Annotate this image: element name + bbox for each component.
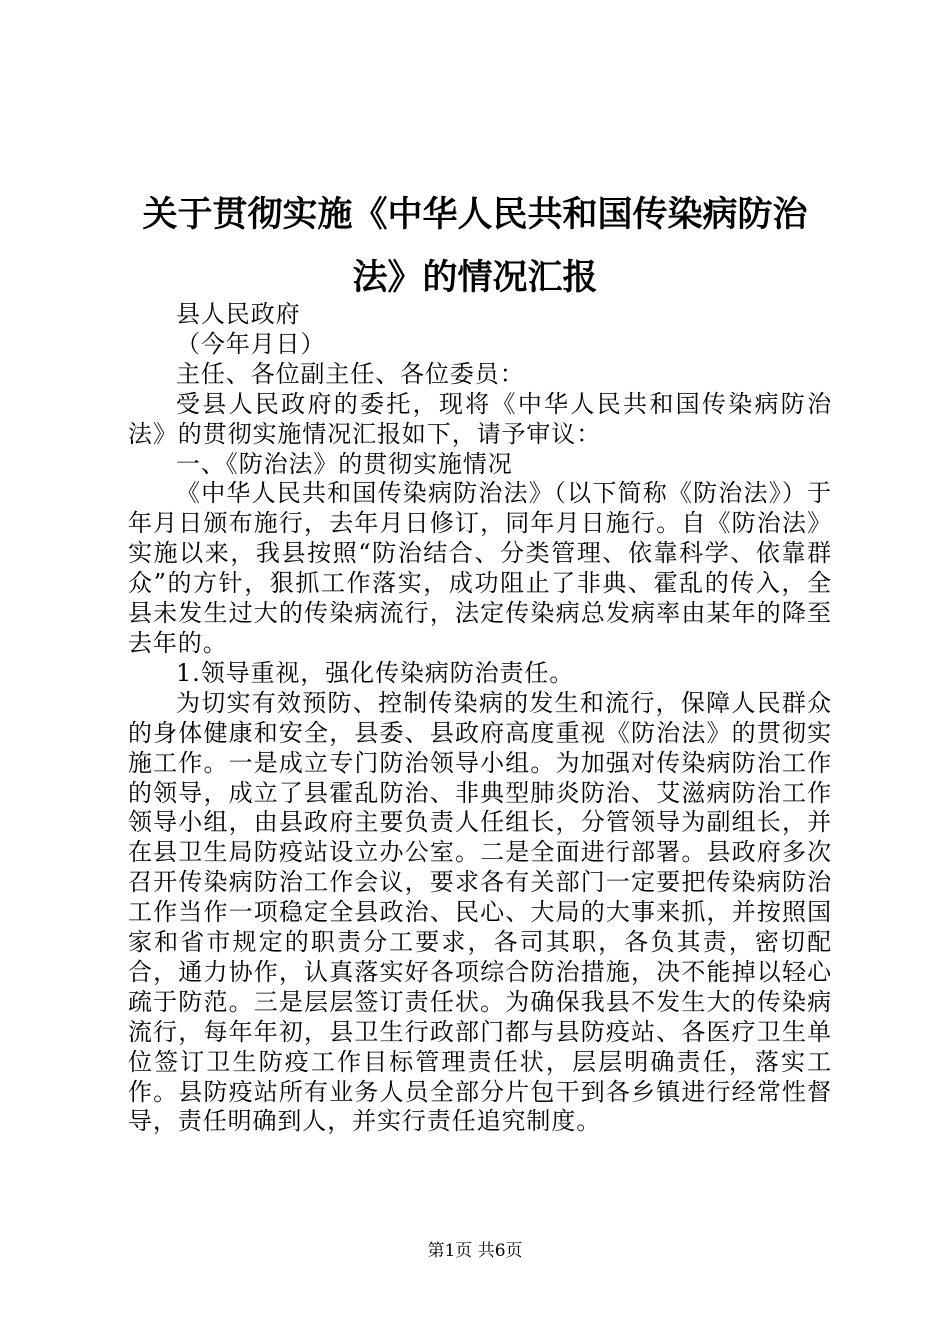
intro-paragraph: 受县人民政府的委托，现将《中华人民共和国传染病防治法》的贯彻实施情况汇报如下，请予审议： xyxy=(128,389,832,448)
issuer-line: 县人民政府 xyxy=(176,300,301,328)
page-footer: 第1页 共6页 xyxy=(427,1241,523,1261)
document-body xyxy=(128,300,832,1137)
leadership-paragraph: 为切实有效预防、控制传染病的发生和流行，保障人民群众的身体健康和安全，县委、县政府高度重视《防治法》的贯彻实施工作。一是成立专门防治领导小组。为加强对传染病防治工作的领导，成立了县霍乱防治、非典型肺炎防治、艾滋病防治工作领导小组，由县政府主要负责人任组长，分管领导为副组长，并在县卫生局防疫站设立办公室。二是全面进行部署。县政府多次召开传染病防治工作会议，要求各有关部门一定要把传染病防治工作当作一项稳定全县政治、民心、大局的大事来抓，并按照国家和省市规定的职责分工要求，各司其职，各负其责，密切配合，通力协作，认真落实好各项综合防治措施，决不能掉以轻心疏于防范。三是层层签订责任状。为确保我县不发生大的传染病流行，每年年初，县卫生行政部门都与县防疫站、各医疗卫生单位签订卫生防疫工作目标管理责任状，层层明确责任，落实工作。县防疫站所有业务人员全部分片包干到各乡镇进行经常性督导，责任明确到人，并实行责任追究制度。 xyxy=(128,688,832,1136)
subsection-heading-1: 1.领导重视，强化传染病防治责任。 xyxy=(176,658,575,687)
section-heading-1: 一、《防治法》的贯彻实施情况 xyxy=(176,449,513,478)
overview-paragraph: 《中华人民共和国传染病防治法》（以下简称《防治法》）于年月日颁布施行，去年月日修订，同年月日施行。自《防治法》实施以来，我县按照“防治结合、分类管理、依靠科学、依靠群众”的方针，狠抓工作落实，成功阻止了非典、霍乱的传入，全县未发生过大的传染病流行，法定传染病总发病率由某年的降至去年的。 xyxy=(128,479,832,657)
document-title: 关于贯彻实施《中华人民共和国传染病防治法》的情况汇报 xyxy=(142,194,808,298)
date-line: （今年月日） xyxy=(176,329,326,358)
salutation: 主任、各位副主任、各位委员： xyxy=(176,359,525,388)
